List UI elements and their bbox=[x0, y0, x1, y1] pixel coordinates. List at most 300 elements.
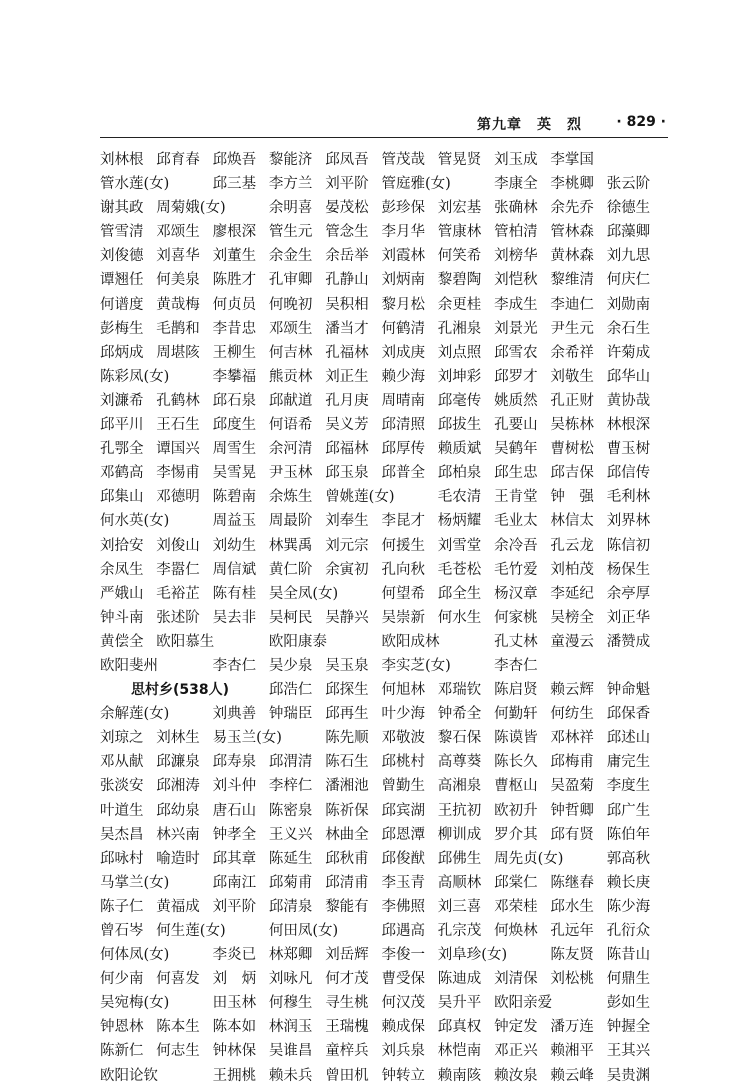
text-line bbox=[100, 991, 668, 1015]
name-entry: 陈有桂 bbox=[212, 585, 257, 602]
name-entry: 邱柏泉 bbox=[437, 465, 482, 482]
name-entry: 邱毫传 bbox=[437, 392, 482, 409]
name-entry: 邓从献 bbox=[100, 754, 144, 771]
name-entry: 李梓仁 bbox=[268, 778, 313, 795]
text-line bbox=[100, 413, 668, 437]
name-entry: 陈长久 bbox=[494, 754, 538, 771]
name-entry: 赖质斌 bbox=[437, 441, 482, 458]
name-entry: 钟瑞臣 bbox=[268, 706, 313, 723]
name-entry: 李延纪 bbox=[550, 585, 594, 602]
name-entry: 陈本生 bbox=[156, 1019, 200, 1036]
name-entry: 杨炳耀 bbox=[437, 513, 482, 530]
name-entry: 刘幼生 bbox=[212, 537, 257, 554]
name-entry: 邓鹤高 bbox=[100, 465, 144, 482]
name-entry: 李玉青 bbox=[381, 874, 425, 891]
name-entry: 何美泉 bbox=[156, 272, 200, 289]
name-entry: 王瑞槐 bbox=[325, 1019, 369, 1036]
name-entry: 邱有贤 bbox=[550, 826, 594, 843]
name-entry: 林恺南 bbox=[437, 1043, 482, 1060]
text-line bbox=[100, 871, 668, 895]
name-entry: 刘雪堂 bbox=[437, 537, 482, 554]
name-entry: 张述阶 bbox=[156, 609, 200, 626]
text-line bbox=[100, 220, 668, 244]
name-entry: 何谱度 bbox=[100, 296, 144, 313]
name-entry: 姚质然 bbox=[494, 392, 538, 409]
name-entry: 何汉茂 bbox=[381, 995, 425, 1012]
name-entry: 吴栋林 bbox=[550, 417, 594, 434]
name-entry: 邱厚传 bbox=[381, 441, 425, 458]
name-entry: 陈伯年 bbox=[606, 826, 651, 843]
name-entry: 唐石山 bbox=[212, 802, 257, 819]
name-entry: 赖少海 bbox=[381, 368, 425, 385]
text-line bbox=[100, 148, 668, 172]
name-entry: 邱清甫 bbox=[325, 874, 369, 891]
name-entry: 管庭雅(女) bbox=[381, 176, 451, 193]
name-entry: 邱集山 bbox=[100, 489, 144, 506]
name-entry: 吴杰昌 bbox=[100, 826, 144, 843]
name-entry: 吴玉泉 bbox=[325, 657, 369, 674]
name-entry: 张确林 bbox=[494, 200, 538, 217]
name-entry: 毛苍松 bbox=[437, 561, 482, 578]
text-line bbox=[100, 485, 668, 509]
name-entry: 邱浩仁 bbox=[268, 682, 313, 699]
name-entry: 邱保香 bbox=[606, 706, 651, 723]
name-entry: 何贞员 bbox=[212, 296, 257, 313]
name-entry: 陈密泉 bbox=[268, 802, 313, 819]
text-line bbox=[100, 534, 668, 558]
name-entry: 刘松桃 bbox=[550, 971, 594, 988]
name-entry: 尹玉林 bbox=[268, 465, 313, 482]
name-entry: 刘濂希 bbox=[100, 392, 144, 409]
name-entry: 邱罗才 bbox=[494, 368, 538, 385]
name-entry: 孔衍众 bbox=[606, 923, 651, 939]
name-entry: 何语希 bbox=[268, 417, 313, 434]
name-entry: 李佛照 bbox=[381, 898, 425, 915]
name-entry: 刘林生 bbox=[156, 730, 200, 747]
name-entry: 陈友贤 bbox=[550, 947, 594, 964]
name-entry: 欧阳论钦 bbox=[100, 1067, 158, 1084]
name-entry: 吴静兴 bbox=[325, 609, 369, 626]
name-entry: 黄哉梅 bbox=[156, 296, 200, 313]
name-entry: 叶道生 bbox=[100, 802, 144, 819]
name-entry: 钟林保 bbox=[212, 1043, 257, 1060]
name-entry: 邱佛生 bbox=[437, 850, 482, 867]
name-entry: 邓颂生 bbox=[268, 320, 313, 337]
header-rule bbox=[100, 137, 668, 138]
name-entry: 欧阳成林 bbox=[381, 633, 440, 650]
name-entry: 李康全 bbox=[494, 176, 538, 193]
name-entry: 何吉林 bbox=[268, 344, 313, 361]
name-entry: 吴谁昌 bbox=[268, 1043, 313, 1060]
text-line bbox=[100, 461, 668, 485]
name-entry: 陈少海 bbox=[606, 898, 651, 915]
name-entry: 黎石保 bbox=[437, 730, 482, 747]
name-entry: 管晃贤 bbox=[437, 152, 482, 168]
text-line bbox=[100, 630, 668, 654]
name-entry: 陈新仁 bbox=[100, 1043, 144, 1060]
text-line bbox=[100, 823, 668, 847]
text-line bbox=[100, 1039, 668, 1063]
name-entry: 彭珍保 bbox=[381, 200, 425, 217]
name-entry: 吴少泉 bbox=[268, 657, 313, 674]
name-entry: 孔审卿 bbox=[268, 272, 313, 289]
name-list bbox=[100, 148, 668, 1088]
name-entry: 刘点照 bbox=[437, 344, 482, 361]
name-entry: 李桃卿 bbox=[550, 176, 594, 193]
name-entry: 周先贞(女) bbox=[494, 850, 564, 867]
name-entry: 刘拾安 bbox=[100, 537, 144, 554]
name-entry: 何家桃 bbox=[494, 609, 538, 626]
name-entry: 刘霞林 bbox=[381, 248, 425, 265]
name-entry: 刘榜华 bbox=[494, 248, 538, 265]
name-entry: 潘万连 bbox=[550, 1019, 594, 1036]
name-entry: 余岳举 bbox=[325, 248, 369, 265]
name-entry: 王义兴 bbox=[268, 826, 313, 843]
name-entry: 邓荣桂 bbox=[494, 898, 538, 915]
name-entry: 王柳生 bbox=[212, 344, 257, 361]
name-entry: 陈延生 bbox=[268, 850, 313, 867]
text-line bbox=[100, 509, 668, 533]
name-entry: 吴盈菊 bbox=[550, 778, 594, 795]
name-entry: 何庆仁 bbox=[606, 272, 651, 289]
name-entry: 何望希 bbox=[381, 585, 425, 602]
name-entry: 李昆才 bbox=[381, 513, 425, 530]
name-entry: 刘柏茂 bbox=[550, 561, 594, 578]
name-entry: 刘斗仲 bbox=[212, 778, 257, 795]
name-entry: 邱献道 bbox=[268, 392, 313, 409]
name-entry: 邓正兴 bbox=[494, 1043, 538, 1060]
name-entry: 罗介其 bbox=[494, 826, 538, 843]
name-entry: 廖根深 bbox=[212, 224, 257, 241]
name-entry: 邱遇高 bbox=[381, 923, 425, 939]
name-entry: 欧初升 bbox=[494, 802, 538, 819]
text-line bbox=[100, 847, 668, 871]
name-entry: 刘元宗 bbox=[325, 537, 369, 554]
name-entry: 潘当才 bbox=[325, 320, 369, 337]
page-header bbox=[100, 112, 668, 138]
name-entry: 邱藻卿 bbox=[606, 224, 651, 241]
name-entry: 欧阳慕生 bbox=[156, 633, 215, 650]
name-entry: 彭梅生 bbox=[100, 320, 144, 337]
name-entry: 陈本如 bbox=[212, 1019, 257, 1036]
text-line bbox=[100, 654, 668, 678]
name-entry: 钟 强 bbox=[550, 489, 594, 506]
name-entry: 陈彩凤(女) bbox=[100, 368, 170, 385]
name-entry: 周信斌 bbox=[212, 561, 257, 578]
text-line bbox=[100, 967, 668, 991]
name-entry: 毛农清 bbox=[437, 489, 482, 506]
text-line bbox=[100, 293, 668, 317]
chapter-title: 第九章 英 烈 bbox=[477, 117, 582, 133]
name-entry: 邱拔生 bbox=[437, 417, 482, 434]
name-entry: 李杏仁 bbox=[212, 657, 257, 674]
name-entry: 邱清照 bbox=[381, 417, 425, 434]
name-entry: 孔要山 bbox=[494, 417, 538, 434]
name-entry: 邱咏村 bbox=[100, 850, 144, 867]
name-entry: 钟命魁 bbox=[606, 682, 651, 699]
name-entry: 童漫云 bbox=[550, 633, 594, 650]
name-entry: 余先乔 bbox=[550, 200, 594, 217]
name-entry: 刘林根 bbox=[100, 152, 144, 168]
name-entry: 邱寿泉 bbox=[212, 754, 257, 771]
name-entry: 邱宾湖 bbox=[381, 802, 425, 819]
name-entry: 林根深 bbox=[606, 417, 651, 434]
name-entry: 寻生桃 bbox=[325, 995, 369, 1012]
text-line bbox=[100, 558, 668, 582]
name-entry: 邱恩潭 bbox=[381, 826, 425, 843]
name-entry: 谭国兴 bbox=[156, 441, 200, 458]
name-entry: 陈启贤 bbox=[494, 682, 538, 699]
name-entry: 余金生 bbox=[268, 248, 313, 265]
name-entry: 邱湘涛 bbox=[156, 778, 200, 795]
name-entry: 李昔忠 bbox=[212, 320, 257, 337]
name-entry: 邱探生 bbox=[325, 682, 369, 699]
name-entry: 吴榜全 bbox=[550, 609, 594, 626]
text-line bbox=[100, 919, 668, 943]
name-entry: 邱渭清 bbox=[268, 754, 313, 771]
name-entry: 毛业太 bbox=[494, 513, 538, 530]
name-entry: 吴全凤(女) bbox=[268, 585, 339, 602]
name-entry: 邱俊猷 bbox=[381, 850, 425, 867]
name-entry: 何鹤清 bbox=[381, 320, 425, 337]
name-entry: 谭翘任 bbox=[100, 272, 144, 289]
name-entry: 孔宗茂 bbox=[437, 923, 482, 939]
name-entry: 黎月松 bbox=[381, 296, 425, 313]
name-entry: 邱菊甫 bbox=[268, 874, 313, 891]
name-entry: 管林森 bbox=[550, 224, 594, 241]
name-entry: 毛利林 bbox=[606, 489, 651, 506]
name-entry: 陈胜才 bbox=[212, 272, 257, 289]
text-line bbox=[100, 196, 668, 220]
name-entry: 邱南江 bbox=[212, 874, 257, 891]
page-number: · 829 · bbox=[616, 114, 666, 130]
name-entry: 黄林森 bbox=[550, 248, 594, 265]
name-entry: 潘湘池 bbox=[325, 778, 369, 795]
text-line bbox=[100, 702, 668, 726]
name-entry: 李俊一 bbox=[381, 947, 425, 964]
name-entry: 邱濂泉 bbox=[156, 754, 200, 771]
name-entry: 邱全生 bbox=[437, 585, 482, 602]
name-entry: 邱生忠 bbox=[494, 465, 538, 482]
name-entry: 何勤轩 bbox=[494, 706, 538, 723]
name-entry: 钟孝全 bbox=[212, 826, 257, 843]
name-entry: 周菊娥(女) bbox=[156, 200, 226, 217]
name-entry: 陈祈保 bbox=[325, 802, 369, 819]
text-line bbox=[100, 365, 668, 389]
name-entry: 王拥桃 bbox=[212, 1067, 257, 1084]
name-entry: 尹生元 bbox=[550, 320, 594, 337]
name-entry: 邱水生 bbox=[550, 898, 594, 915]
name-entry: 何纺生 bbox=[550, 706, 594, 723]
name-entry: 黄协哉 bbox=[606, 392, 651, 409]
name-entry: 邱秋甫 bbox=[325, 850, 369, 867]
name-entry: 何水生 bbox=[437, 609, 482, 626]
name-entry: 邱平川 bbox=[100, 417, 144, 434]
name-entry: 吴义芳 bbox=[325, 417, 369, 434]
text-line bbox=[100, 1064, 668, 1088]
name-entry: 刘咏凡 bbox=[268, 971, 313, 988]
name-entry: 邱再生 bbox=[325, 706, 369, 723]
name-entry: 邱梅甫 bbox=[550, 754, 594, 771]
name-entry: 李成生 bbox=[494, 296, 538, 313]
name-entry: 林润玉 bbox=[268, 1019, 313, 1036]
name-entry: 欧阳亲爱 bbox=[494, 995, 553, 1012]
name-entry: 钟恩林 bbox=[100, 1019, 144, 1036]
name-entry: 何少南 bbox=[100, 971, 144, 988]
name-entry: 曹树松 bbox=[550, 441, 594, 458]
name-entry: 刘玉成 bbox=[494, 152, 538, 168]
name-entry: 邱度生 bbox=[212, 417, 257, 434]
name-entry: 何旭林 bbox=[381, 682, 425, 699]
text-line bbox=[100, 1015, 668, 1039]
name-entry: 叶少海 bbox=[381, 706, 425, 723]
name-entry: 庸完生 bbox=[606, 754, 651, 771]
name-entry: 高尊葵 bbox=[437, 754, 482, 771]
name-entry: 黎能济 bbox=[268, 152, 313, 168]
name-entry: 谢其政 bbox=[100, 200, 144, 217]
name-entry: 何援生 bbox=[381, 537, 425, 554]
name-entry: 李实芝(女) bbox=[381, 657, 451, 674]
name-entry: 管雪清 bbox=[100, 224, 144, 241]
name-entry: 陈继春 bbox=[550, 874, 594, 891]
name-entry: 李嚣仁 bbox=[156, 561, 200, 578]
text-line bbox=[100, 799, 668, 823]
text-line bbox=[100, 437, 668, 461]
name-entry: 周晴南 bbox=[381, 392, 425, 409]
name-entry: 吴崇新 bbox=[381, 609, 425, 626]
name-entry: 吴升平 bbox=[437, 995, 482, 1012]
text-line bbox=[100, 606, 668, 630]
name-entry: 邓林祥 bbox=[550, 730, 594, 747]
name-entry: 杨汉章 bbox=[494, 585, 538, 602]
name-entry: 林信太 bbox=[550, 513, 594, 530]
name-entry: 吴柯民 bbox=[268, 609, 313, 626]
name-entry: 刘宏基 bbox=[437, 200, 482, 217]
text-line bbox=[100, 389, 668, 413]
name-entry: 管水莲(女) bbox=[100, 176, 170, 193]
name-entry: 吴鹤年 bbox=[494, 441, 538, 458]
name-entry: 刘炳南 bbox=[381, 272, 425, 289]
name-entry: 邱幼泉 bbox=[156, 802, 200, 819]
name-entry: 李杏仁 bbox=[494, 657, 538, 674]
name-entry: 管生元 bbox=[268, 224, 313, 241]
name-entry: 刘阜珍(女) bbox=[437, 947, 508, 964]
name-entry: 张云阶 bbox=[606, 176, 651, 193]
name-entry: 孔向秋 bbox=[381, 561, 425, 578]
name-entry: 刘琼之 bbox=[100, 730, 144, 747]
name-entry: 邱石泉 bbox=[212, 392, 257, 409]
name-entry: 何才茂 bbox=[325, 971, 369, 988]
name-entry: 许菊成 bbox=[606, 344, 651, 361]
name-entry: 孔静山 bbox=[325, 272, 369, 289]
name-entry: 邱吉保 bbox=[550, 465, 594, 482]
name-entry: 何志生 bbox=[156, 1043, 200, 1060]
name-entry: 曾石岑 bbox=[100, 923, 144, 939]
name-entry: 赖南陔 bbox=[437, 1067, 482, 1084]
section-heading: 思村乡(538人) bbox=[130, 682, 229, 699]
text-line bbox=[100, 317, 668, 341]
name-entry: 李迪仁 bbox=[550, 296, 594, 313]
text-line bbox=[100, 774, 668, 798]
name-entry: 陈迪成 bbox=[437, 971, 482, 988]
name-entry: 刘奉生 bbox=[325, 513, 369, 530]
name-entry: 吴雪晃 bbox=[212, 465, 257, 482]
name-entry: 喻造时 bbox=[156, 850, 200, 867]
name-entry: 李月华 bbox=[381, 224, 425, 241]
text-line bbox=[100, 244, 668, 268]
name-entry: 孔丈林 bbox=[494, 633, 538, 650]
name-entry: 李方兰 bbox=[268, 176, 313, 193]
name-entry: 高顺林 bbox=[437, 874, 482, 891]
name-entry: 何笑希 bbox=[437, 248, 482, 265]
name-entry: 孔湘泉 bbox=[437, 320, 482, 337]
name-entry: 赖成保 bbox=[381, 1019, 425, 1036]
text-line bbox=[100, 172, 668, 196]
text-line bbox=[100, 895, 668, 919]
name-entry: 熊贡林 bbox=[268, 368, 313, 385]
text-line bbox=[100, 750, 668, 774]
name-entry: 赖汝泉 bbox=[494, 1067, 538, 1084]
name-entry: 何喜发 bbox=[156, 971, 200, 988]
name-entry: 何水英(女) bbox=[100, 513, 170, 530]
name-entry: 钟斗南 bbox=[100, 609, 144, 626]
name-entry: 刘正华 bbox=[606, 609, 651, 626]
name-entry: 孔正财 bbox=[550, 392, 594, 409]
name-entry: 毛竹爱 bbox=[494, 561, 538, 578]
name-entry: 何生莲(女) bbox=[156, 923, 226, 939]
name-entry: 刘正生 bbox=[325, 368, 369, 385]
name-entry: 刘勋南 bbox=[606, 296, 651, 313]
name-entry: 赖云辉 bbox=[550, 682, 594, 699]
name-entry: 陈谟皆 bbox=[494, 730, 538, 747]
name-entry: 邱凤吾 bbox=[325, 152, 369, 168]
name-entry: 赖长庚 bbox=[606, 874, 651, 891]
name-entry: 钟希全 bbox=[437, 706, 482, 723]
name-entry: 孔福林 bbox=[325, 344, 369, 361]
name-entry: 高湘泉 bbox=[437, 778, 482, 795]
name-entry: 刘董生 bbox=[212, 248, 257, 265]
name-entry: 黎维清 bbox=[550, 272, 594, 289]
text-line bbox=[100, 268, 668, 292]
name-entry: 黎碧陶 bbox=[437, 272, 482, 289]
name-entry: 林巽禹 bbox=[268, 537, 313, 554]
name-entry: 钟握全 bbox=[606, 1019, 651, 1036]
name-entry: 何田凤(女) bbox=[268, 923, 339, 939]
name-entry: 邱育春 bbox=[156, 152, 200, 168]
name-entry: 陈碧南 bbox=[212, 489, 257, 506]
name-entry: 李掌国 bbox=[550, 152, 594, 168]
name-entry: 邱信传 bbox=[606, 465, 651, 482]
name-entry: 邱述山 bbox=[606, 730, 651, 747]
text-line bbox=[100, 726, 668, 750]
name-entry: 周益玉 bbox=[212, 513, 257, 530]
name-entry: 邓德明 bbox=[156, 489, 200, 506]
name-entry: 邱三基 bbox=[212, 176, 257, 193]
name-entry: 钟哲卿 bbox=[550, 802, 594, 819]
name-entry: 刘坤彩 bbox=[437, 368, 482, 385]
name-entry: 易玉兰(女) bbox=[212, 730, 282, 747]
text-line bbox=[100, 582, 668, 606]
name-entry: 李度生 bbox=[606, 778, 651, 795]
name-entry: 郭高秋 bbox=[606, 850, 651, 867]
name-entry: 杨保生 bbox=[606, 561, 651, 578]
name-entry: 陈先顺 bbox=[325, 730, 369, 747]
name-entry: 周最阶 bbox=[268, 513, 313, 530]
name-entry: 余解莲(女) bbox=[100, 706, 170, 723]
name-entry: 潘赞成 bbox=[606, 633, 651, 650]
name-entry: 刘清保 bbox=[494, 971, 538, 988]
name-entry: 余冷吾 bbox=[494, 537, 538, 554]
